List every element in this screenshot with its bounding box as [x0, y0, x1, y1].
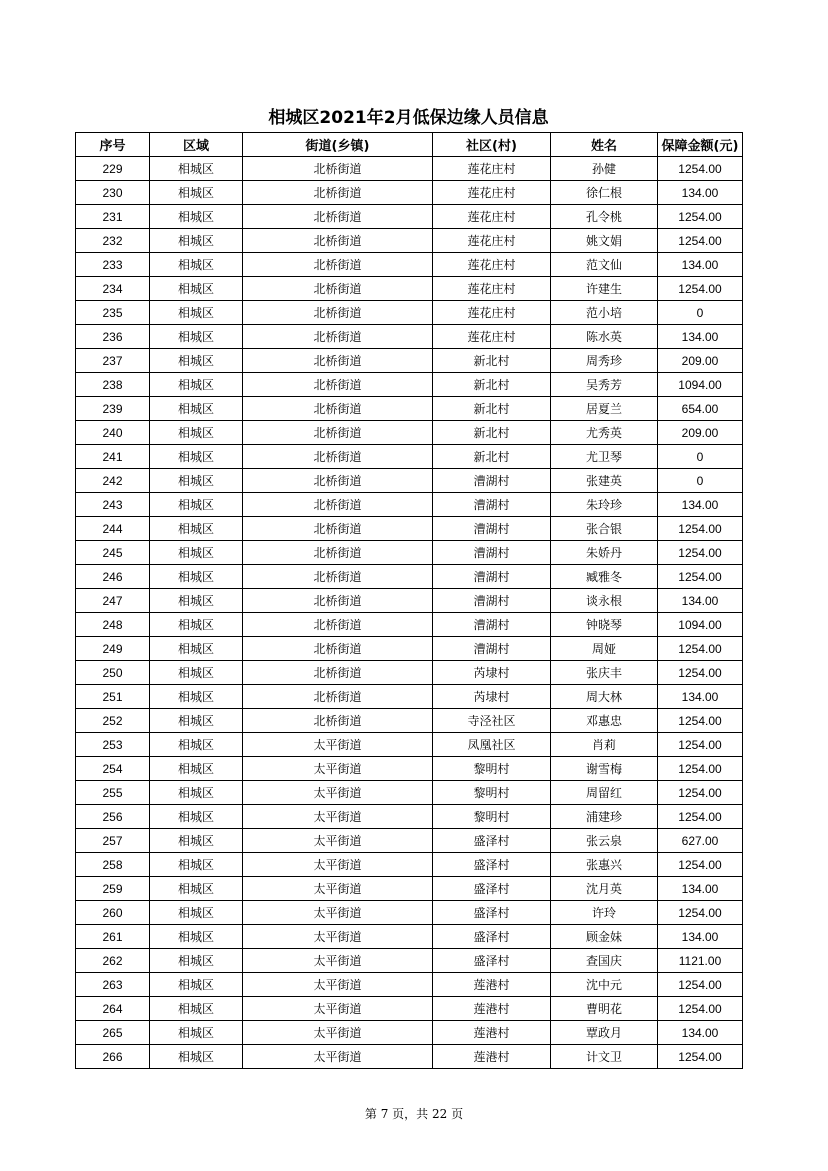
- column-header-amount: 保障金额(元): [658, 133, 743, 157]
- district-cell: 相城区: [150, 277, 243, 301]
- amount-cell: 1254.00: [658, 541, 743, 565]
- table-row: [76, 181, 743, 205]
- amount-cell: 1254.00: [658, 997, 743, 1021]
- name-cell: 许建生: [551, 277, 658, 301]
- serial-no-cell: 250: [76, 661, 150, 685]
- street-cell: 北桥街道: [243, 541, 433, 565]
- column-header-street: 街道(乡镇): [243, 133, 433, 157]
- community-cell: 新北村: [433, 421, 551, 445]
- name-cell: 臧雅冬: [551, 565, 658, 589]
- table-row: [76, 925, 743, 949]
- serial-no-cell: 232: [76, 229, 150, 253]
- amount-cell: 134.00: [658, 181, 743, 205]
- district-cell: 相城区: [150, 181, 243, 205]
- street-cell: 北桥街道: [243, 181, 433, 205]
- serial-no-cell: 238: [76, 373, 150, 397]
- serial-no-cell: 259: [76, 877, 150, 901]
- amount-cell: 1254.00: [658, 1045, 743, 1069]
- community-cell: 莲花庄村: [433, 181, 551, 205]
- community-cell: 芮埭村: [433, 685, 551, 709]
- serial-no-cell: 245: [76, 541, 150, 565]
- name-cell: 周留红: [551, 781, 658, 805]
- community-cell: 漕湖村: [433, 589, 551, 613]
- amount-cell: 1254.00: [658, 517, 743, 541]
- table-row: [76, 517, 743, 541]
- community-cell: 莲花庄村: [433, 325, 551, 349]
- street-cell: 太平街道: [243, 949, 433, 973]
- district-cell: 相城区: [150, 973, 243, 997]
- amount-cell: 627.00: [658, 829, 743, 853]
- community-cell: 漕湖村: [433, 469, 551, 493]
- name-cell: 徐仁根: [551, 181, 658, 205]
- amount-cell: 1254.00: [658, 637, 743, 661]
- name-cell: 尤卫琴: [551, 445, 658, 469]
- table-row: [76, 325, 743, 349]
- community-cell: 莲花庄村: [433, 157, 551, 181]
- serial-no-cell: 248: [76, 613, 150, 637]
- community-cell: 莲港村: [433, 1021, 551, 1045]
- street-cell: 北桥街道: [243, 421, 433, 445]
- name-cell: 钟晓琴: [551, 613, 658, 637]
- district-cell: 相城区: [150, 829, 243, 853]
- column-header-serial-no: 序号: [76, 133, 150, 157]
- community-cell: 漕湖村: [433, 517, 551, 541]
- district-cell: 相城区: [150, 925, 243, 949]
- amount-cell: 1254.00: [658, 709, 743, 733]
- community-cell: 黎明村: [433, 757, 551, 781]
- amount-cell: 1254.00: [658, 757, 743, 781]
- serial-no-cell: 239: [76, 397, 150, 421]
- serial-no-cell: 233: [76, 253, 150, 277]
- name-cell: 覃政月: [551, 1021, 658, 1045]
- district-cell: 相城区: [150, 613, 243, 637]
- district-cell: 相城区: [150, 853, 243, 877]
- amount-cell: 1254.00: [658, 733, 743, 757]
- community-cell: 盛泽村: [433, 925, 551, 949]
- district-cell: 相城区: [150, 709, 243, 733]
- street-cell: 北桥街道: [243, 349, 433, 373]
- serial-no-cell: 255: [76, 781, 150, 805]
- district-cell: 相城区: [150, 397, 243, 421]
- table-row: [76, 733, 743, 757]
- community-cell: 漕湖村: [433, 613, 551, 637]
- amount-cell: 1254.00: [658, 565, 743, 589]
- name-cell: 沈月英: [551, 877, 658, 901]
- name-cell: 顾金妹: [551, 925, 658, 949]
- table-row: [76, 397, 743, 421]
- table-row: [76, 253, 743, 277]
- name-cell: 吴秀芳: [551, 373, 658, 397]
- street-cell: 太平街道: [243, 925, 433, 949]
- table-row: [76, 781, 743, 805]
- district-cell: 相城区: [150, 685, 243, 709]
- community-cell: 新北村: [433, 349, 551, 373]
- serial-no-cell: 251: [76, 685, 150, 709]
- community-cell: 漕湖村: [433, 493, 551, 517]
- amount-cell: 0: [658, 445, 743, 469]
- serial-no-cell: 262: [76, 949, 150, 973]
- amount-cell: 0: [658, 469, 743, 493]
- records-table: [75, 132, 743, 1069]
- amount-cell: 1254.00: [658, 853, 743, 877]
- district-cell: 相城区: [150, 637, 243, 661]
- district-cell: 相城区: [150, 781, 243, 805]
- serial-no-cell: 231: [76, 205, 150, 229]
- street-cell: 太平街道: [243, 1021, 433, 1045]
- street-cell: 太平街道: [243, 733, 433, 757]
- table-row: [76, 1021, 743, 1045]
- serial-no-cell: 229: [76, 157, 150, 181]
- serial-no-cell: 230: [76, 181, 150, 205]
- table-row: [76, 637, 743, 661]
- amount-cell: 1254.00: [658, 277, 743, 301]
- street-cell: 太平街道: [243, 781, 433, 805]
- name-cell: 谈永根: [551, 589, 658, 613]
- amount-cell: 134.00: [658, 253, 743, 277]
- community-cell: 凤凰社区: [433, 733, 551, 757]
- table-body: [76, 157, 743, 1069]
- serial-no-cell: 234: [76, 277, 150, 301]
- street-cell: 太平街道: [243, 901, 433, 925]
- table-row: [76, 589, 743, 613]
- street-cell: 北桥街道: [243, 709, 433, 733]
- district-cell: 相城区: [150, 325, 243, 349]
- street-cell: 太平街道: [243, 853, 433, 877]
- district-cell: 相城区: [150, 877, 243, 901]
- serial-no-cell: 253: [76, 733, 150, 757]
- community-cell: 莲花庄村: [433, 229, 551, 253]
- serial-no-cell: 246: [76, 565, 150, 589]
- name-cell: 查国庆: [551, 949, 658, 973]
- page-title: 相城区2021年2月低保边缘人员信息: [268, 108, 549, 128]
- name-cell: 范小培: [551, 301, 658, 325]
- serial-no-cell: 261: [76, 925, 150, 949]
- column-header-name: 姓名: [551, 133, 658, 157]
- table-row: [76, 829, 743, 853]
- serial-no-cell: 264: [76, 997, 150, 1021]
- street-cell: 太平街道: [243, 877, 433, 901]
- name-cell: 谢雪梅: [551, 757, 658, 781]
- name-cell: 孔令桃: [551, 205, 658, 229]
- street-cell: 北桥街道: [243, 637, 433, 661]
- table-row: [76, 685, 743, 709]
- street-cell: 北桥街道: [243, 565, 433, 589]
- amount-cell: 209.00: [658, 349, 743, 373]
- name-cell: 朱娇丹: [551, 541, 658, 565]
- amount-cell: 1094.00: [658, 373, 743, 397]
- district-cell: 相城区: [150, 493, 243, 517]
- street-cell: 北桥街道: [243, 325, 433, 349]
- community-cell: 莲花庄村: [433, 301, 551, 325]
- community-cell: 黎明村: [433, 781, 551, 805]
- street-cell: 太平街道: [243, 757, 433, 781]
- name-cell: 陈水英: [551, 325, 658, 349]
- table-row: [76, 445, 743, 469]
- serial-no-cell: 243: [76, 493, 150, 517]
- street-cell: 北桥街道: [243, 277, 433, 301]
- community-cell: 莲港村: [433, 1045, 551, 1069]
- street-cell: 北桥街道: [243, 661, 433, 685]
- serial-no-cell: 237: [76, 349, 150, 373]
- amount-cell: 1254.00: [658, 205, 743, 229]
- name-cell: 周娅: [551, 637, 658, 661]
- table-row: [76, 613, 743, 637]
- name-cell: 范文仙: [551, 253, 658, 277]
- table-header-row: [76, 133, 743, 157]
- column-header-community: 社区(村): [433, 133, 551, 157]
- amount-cell: 0: [658, 301, 743, 325]
- community-cell: 新北村: [433, 397, 551, 421]
- serial-no-cell: 240: [76, 421, 150, 445]
- serial-no-cell: 241: [76, 445, 150, 469]
- name-cell: 居夏兰: [551, 397, 658, 421]
- table-row: [76, 301, 743, 325]
- district-cell: 相城区: [150, 445, 243, 469]
- table-row: [76, 157, 743, 181]
- community-cell: 莲港村: [433, 997, 551, 1021]
- community-cell: 莲花庄村: [433, 253, 551, 277]
- district-cell: 相城区: [150, 1045, 243, 1069]
- community-cell: 盛泽村: [433, 901, 551, 925]
- name-cell: 曹明花: [551, 997, 658, 1021]
- table-row: [76, 877, 743, 901]
- amount-cell: 1254.00: [658, 157, 743, 181]
- amount-cell: 1254.00: [658, 901, 743, 925]
- street-cell: 北桥街道: [243, 685, 433, 709]
- name-cell: 张惠兴: [551, 853, 658, 877]
- district-cell: 相城区: [150, 349, 243, 373]
- community-cell: 漕湖村: [433, 637, 551, 661]
- street-cell: 北桥街道: [243, 157, 433, 181]
- serial-no-cell: 249: [76, 637, 150, 661]
- community-cell: 漕湖村: [433, 541, 551, 565]
- serial-no-cell: 252: [76, 709, 150, 733]
- table-row: [76, 373, 743, 397]
- community-cell: 盛泽村: [433, 949, 551, 973]
- street-cell: 北桥街道: [243, 397, 433, 421]
- table-row: [76, 853, 743, 877]
- district-cell: 相城区: [150, 229, 243, 253]
- community-cell: 莲花庄村: [433, 205, 551, 229]
- street-cell: 北桥街道: [243, 589, 433, 613]
- serial-no-cell: 266: [76, 1045, 150, 1069]
- street-cell: 太平街道: [243, 973, 433, 997]
- serial-no-cell: 244: [76, 517, 150, 541]
- district-cell: 相城区: [150, 157, 243, 181]
- table-row: [76, 661, 743, 685]
- street-cell: 太平街道: [243, 997, 433, 1021]
- table-row: [76, 757, 743, 781]
- street-cell: 北桥街道: [243, 229, 433, 253]
- name-cell: 沈中元: [551, 973, 658, 997]
- amount-cell: 134.00: [658, 325, 743, 349]
- district-cell: 相城区: [150, 373, 243, 397]
- table-row: [76, 277, 743, 301]
- district-cell: 相城区: [150, 205, 243, 229]
- name-cell: 周秀珍: [551, 349, 658, 373]
- district-cell: 相城区: [150, 301, 243, 325]
- name-cell: 邓惠忠: [551, 709, 658, 733]
- community-cell: 盛泽村: [433, 829, 551, 853]
- amount-cell: 1121.00: [658, 949, 743, 973]
- amount-cell: 134.00: [658, 925, 743, 949]
- district-cell: 相城区: [150, 733, 243, 757]
- table-row: [76, 469, 743, 493]
- amount-cell: 1254.00: [658, 973, 743, 997]
- table-row: [76, 805, 743, 829]
- serial-no-cell: 254: [76, 757, 150, 781]
- table-row: [76, 349, 743, 373]
- community-cell: 莲花庄村: [433, 277, 551, 301]
- street-cell: 北桥街道: [243, 517, 433, 541]
- amount-cell: 134.00: [658, 493, 743, 517]
- name-cell: 姚文娟: [551, 229, 658, 253]
- table-row: [76, 1045, 743, 1069]
- street-cell: 北桥街道: [243, 373, 433, 397]
- district-cell: 相城区: [150, 565, 243, 589]
- community-cell: 盛泽村: [433, 877, 551, 901]
- district-cell: 相城区: [150, 661, 243, 685]
- table-row: [76, 709, 743, 733]
- district-cell: 相城区: [150, 541, 243, 565]
- amount-cell: 1254.00: [658, 229, 743, 253]
- table-row: [76, 493, 743, 517]
- street-cell: 北桥街道: [243, 613, 433, 637]
- community-cell: 盛泽村: [433, 853, 551, 877]
- serial-no-cell: 235: [76, 301, 150, 325]
- name-cell: 朱玲珍: [551, 493, 658, 517]
- amount-cell: 1094.00: [658, 613, 743, 637]
- street-cell: 北桥街道: [243, 445, 433, 469]
- amount-cell: 209.00: [658, 421, 743, 445]
- street-cell: 北桥街道: [243, 301, 433, 325]
- community-cell: 新北村: [433, 445, 551, 469]
- serial-no-cell: 265: [76, 1021, 150, 1045]
- district-cell: 相城区: [150, 589, 243, 613]
- name-cell: 张庆丰: [551, 661, 658, 685]
- table-row: [76, 541, 743, 565]
- table-row: [76, 421, 743, 445]
- street-cell: 太平街道: [243, 829, 433, 853]
- amount-cell: 1254.00: [658, 781, 743, 805]
- table-row: [76, 997, 743, 1021]
- serial-no-cell: 247: [76, 589, 150, 613]
- serial-no-cell: 242: [76, 469, 150, 493]
- table-row: [76, 565, 743, 589]
- street-cell: 北桥街道: [243, 493, 433, 517]
- name-cell: 周大林: [551, 685, 658, 709]
- amount-cell: 654.00: [658, 397, 743, 421]
- table-row: [76, 229, 743, 253]
- name-cell: 浦建珍: [551, 805, 658, 829]
- amount-cell: 1254.00: [658, 805, 743, 829]
- district-cell: 相城区: [150, 757, 243, 781]
- serial-no-cell: 263: [76, 973, 150, 997]
- name-cell: 孙健: [551, 157, 658, 181]
- serial-no-cell: 236: [76, 325, 150, 349]
- serial-no-cell: 257: [76, 829, 150, 853]
- amount-cell: 134.00: [658, 1021, 743, 1045]
- serial-no-cell: 260: [76, 901, 150, 925]
- street-cell: 北桥街道: [243, 253, 433, 277]
- community-cell: 黎明村: [433, 805, 551, 829]
- district-cell: 相城区: [150, 805, 243, 829]
- street-cell: 北桥街道: [243, 205, 433, 229]
- street-cell: 太平街道: [243, 805, 433, 829]
- street-cell: 太平街道: [243, 1045, 433, 1069]
- amount-cell: 134.00: [658, 589, 743, 613]
- district-cell: 相城区: [150, 949, 243, 973]
- community-cell: 寺泾社区: [433, 709, 551, 733]
- district-cell: 相城区: [150, 901, 243, 925]
- page-footer: 第 7 页，共 22 页: [364, 1107, 464, 1121]
- amount-cell: 134.00: [658, 877, 743, 901]
- community-cell: 新北村: [433, 373, 551, 397]
- table-row: [76, 205, 743, 229]
- district-cell: 相城区: [150, 469, 243, 493]
- street-cell: 北桥街道: [243, 469, 433, 493]
- district-cell: 相城区: [150, 1021, 243, 1045]
- amount-cell: 1254.00: [658, 661, 743, 685]
- name-cell: 张云泉: [551, 829, 658, 853]
- community-cell: 芮埭村: [433, 661, 551, 685]
- district-cell: 相城区: [150, 517, 243, 541]
- name-cell: 张合银: [551, 517, 658, 541]
- column-header-district: 区域: [150, 133, 243, 157]
- table-row: [76, 901, 743, 925]
- amount-cell: 134.00: [658, 685, 743, 709]
- district-cell: 相城区: [150, 997, 243, 1021]
- community-cell: 莲港村: [433, 973, 551, 997]
- district-cell: 相城区: [150, 421, 243, 445]
- name-cell: 尤秀英: [551, 421, 658, 445]
- name-cell: 肖莉: [551, 733, 658, 757]
- community-cell: 漕湖村: [433, 565, 551, 589]
- table-row: [76, 973, 743, 997]
- table-row: [76, 949, 743, 973]
- name-cell: 许玲: [551, 901, 658, 925]
- name-cell: 张建英: [551, 469, 658, 493]
- district-cell: 相城区: [150, 253, 243, 277]
- serial-no-cell: 256: [76, 805, 150, 829]
- serial-no-cell: 258: [76, 853, 150, 877]
- name-cell: 计文卫: [551, 1045, 658, 1069]
